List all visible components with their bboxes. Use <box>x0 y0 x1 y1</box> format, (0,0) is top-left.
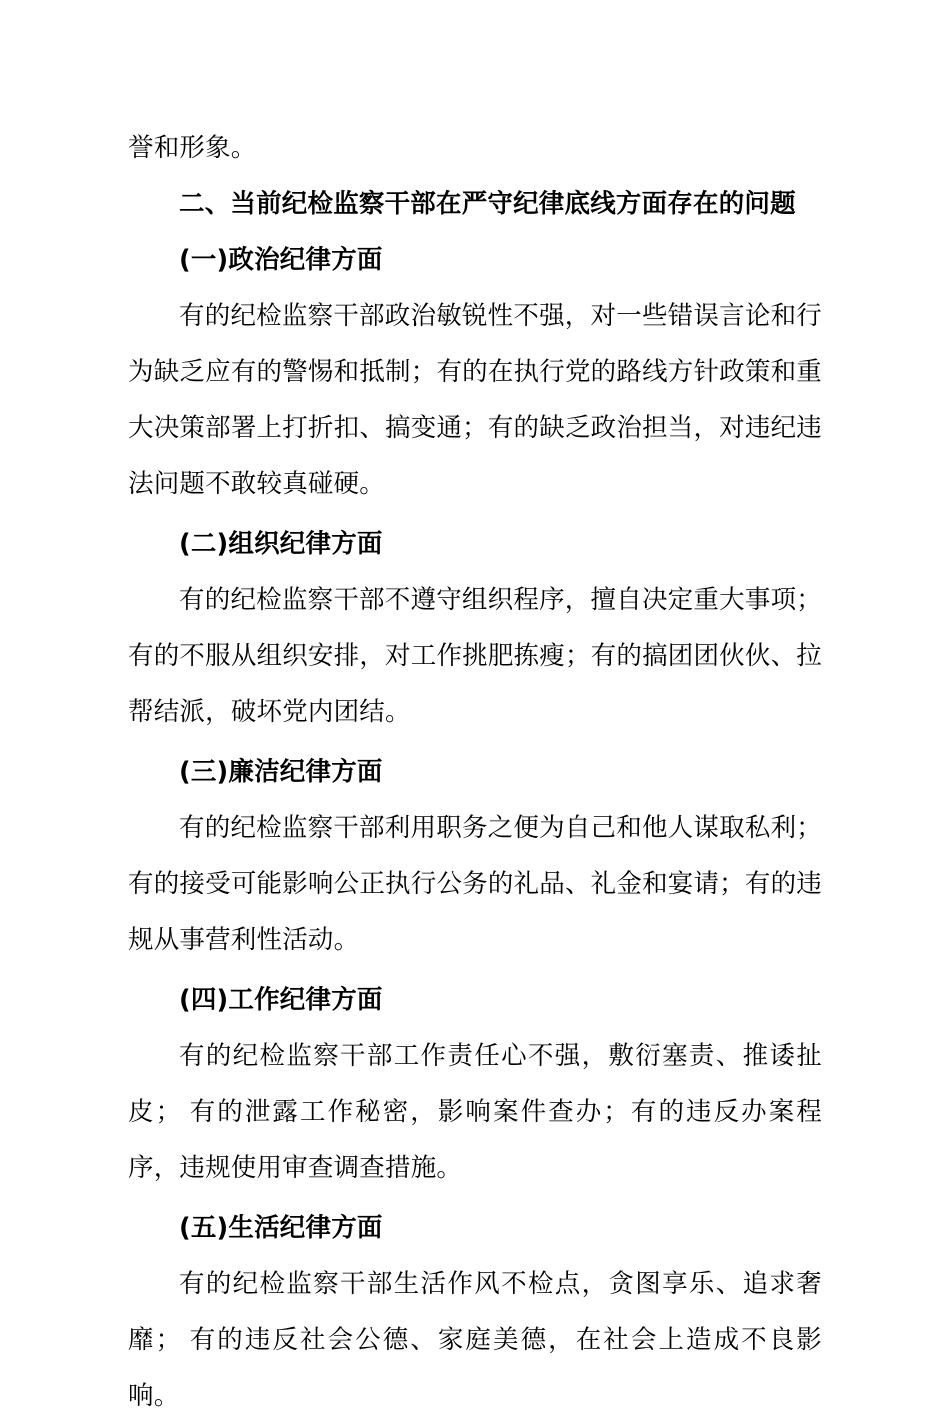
subsection-heading-work-discipline: (四)工作纪律方面 <box>179 985 383 1015</box>
paragraph-work-discipline: 有的纪检监察干部工作责任心不强，敷衍塞责、推诿扯皮； 有的泄露工作秘密，影响案件查办；有的违反办案程序，违规使用审查调查措施。 <box>128 1041 822 1182</box>
continuation-line: 誉和形象。 <box>128 133 257 162</box>
subsection-heading-political-discipline: (一)政治纪律方面 <box>179 245 383 275</box>
document-body <box>128 120 822 1424</box>
paragraph-integrity-discipline: 有的纪检监察干部利用职务之便为自己和他人谋取私利； 有的接受可能影响公正执行公务的礼品、礼金和宴请；有的违规从事营利性活动。 <box>128 813 822 954</box>
subsection-heading-organizational-discipline: (二)组织纪律方面 <box>179 529 383 559</box>
paragraph-political-discipline: 有的纪检监察干部政治敏锐性不强，对一些错误言论和行为缺乏应有的警惕和抵制；有的在执行党的路线方针政策和重大决策部署上打折扣、搞变通；有的缺乏政治担当，对违纪违法问题不敢较真碰硬。 <box>128 301 822 498</box>
subsection-heading-integrity-discipline: (三)廉洁纪律方面 <box>179 757 383 787</box>
section-heading-two: 二、当前纪检监察干部在严守纪律底线方面存在的问题 <box>179 189 796 219</box>
paragraph-organizational-discipline: 有的纪检监察干部不遵守组织程序，擅自决定重大事项； 有的不服从组织安排，对工作挑肥拣瘦；有的搞团团伙伙、拉帮结派，破坏党内团结。 <box>128 585 822 726</box>
paragraph-life-discipline: 有的纪检监察干部生活作风不检点，贪图享乐、追求奢靡； 有的违反社会公德、家庭美德，在社会上造成不良影响。 <box>128 1269 822 1410</box>
subsection-heading-life-discipline: (五)生活纪律方面 <box>179 1213 383 1243</box>
